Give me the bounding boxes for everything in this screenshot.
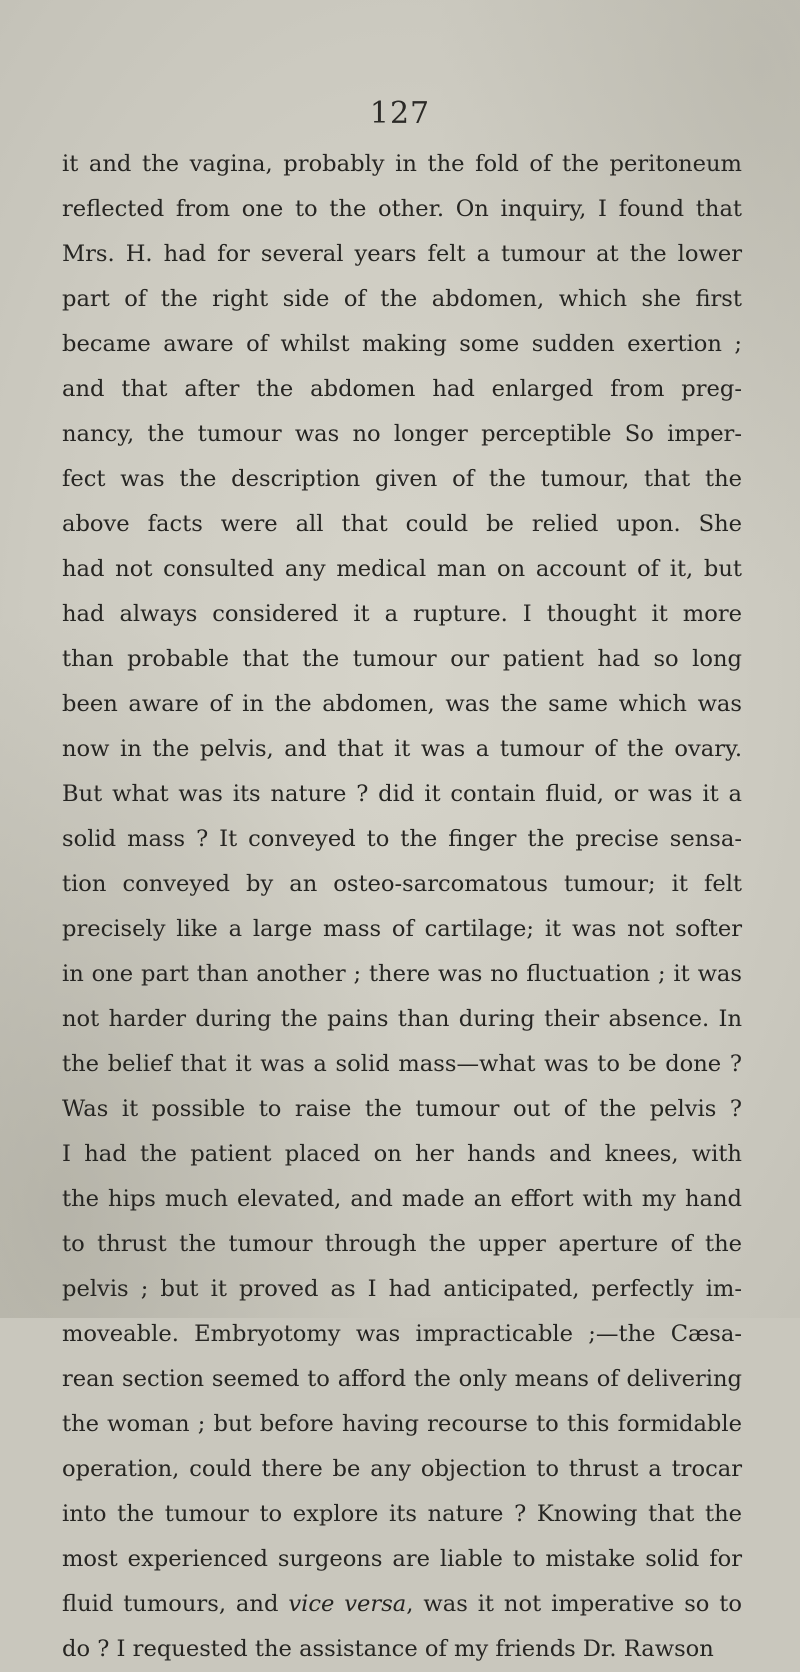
text-line: it and the vagina, probably in the fold of the peritoneum — [62, 151, 742, 177]
text-line: and that after the abdomen had enlarged from preg- — [62, 376, 742, 402]
text-line: Was it possible to raise the tumour out of the pelvis ? — [62, 1096, 742, 1122]
text-line: rean section seemed to afford the only means of delivering — [62, 1366, 742, 1392]
text-line: the belief that it was a solid mass—what was to be done ? — [62, 1051, 742, 1077]
text-run: , was it not imperative so to — [406, 1591, 742, 1617]
text-line: operation, could there be any objection to thrust a trocar — [62, 1456, 742, 1482]
text-line: most experienced surgeons are liable to mistake solid for — [62, 1546, 742, 1572]
page-number: 127 — [369, 96, 431, 131]
text-line: into the tumour to explore its nature ? Knowing that the — [62, 1501, 742, 1527]
text-line: not harder during the pains than during their absence. In — [62, 1006, 742, 1032]
text-line: had always considered it a rupture. I thought it more — [62, 601, 742, 627]
body-text — [62, 142, 742, 1672]
text-line: reflected from one to the other. On inquiry, I found that — [62, 196, 742, 222]
text-line: I had the patient placed on her hands and knees, with — [62, 1141, 742, 1167]
text-line: Mrs. H. had for several years felt a tumour at the lower — [62, 241, 742, 267]
italic-phrase: vice versa — [288, 1591, 407, 1617]
text-line: But what was its nature ? did it contain fluid, or was it a — [62, 781, 742, 807]
text-line: nancy, the tumour was no longer perceptible So imper- — [62, 421, 742, 447]
text-line-mixed — [62, 1582, 742, 1627]
text-line: tion conveyed by an osteo-sarcomatous tumour; it felt — [62, 871, 742, 897]
text-line: to thrust the tumour through the upper aperture of the — [62, 1231, 742, 1257]
text-line: fect was the description given of the tumour, that the — [62, 466, 742, 492]
text-line: part of the right side of the abdomen, which she first — [62, 286, 742, 312]
text-line: now in the pelvis, and that it was a tumour of the ovary. — [62, 736, 742, 762]
text-line: moveable. Embryotomy was impracticable ;—the Cæsa- — [62, 1321, 742, 1347]
text-line: pelvis ; but it proved as I had anticipated, perfectly im- — [62, 1276, 742, 1302]
text-line: than probable that the tumour our patient had so long — [62, 646, 742, 672]
text-line: the hips much elevated, and made an effort with my hand — [62, 1186, 742, 1212]
text-line: precisely like a large mass of cartilage; it was not softer — [62, 916, 742, 942]
text-line: became aware of whilst making some sudden exertion ; — [62, 331, 742, 357]
text-line: in one part than another ; there was no fluctuation ; it was — [62, 961, 742, 987]
text-line: the woman ; but before having recourse to this formidable — [62, 1411, 742, 1437]
text-line: been aware of in the abdomen, was the same which was — [62, 691, 742, 717]
text-line: above facts were all that could be relied upon. She — [62, 511, 742, 537]
text-run: fluid tumours, and — [62, 1591, 289, 1617]
text-line: had not consulted any medical man on account of it, but — [62, 556, 742, 582]
text-line: do ? I requested the assistance of my friends Dr. Rawson — [62, 1636, 714, 1662]
text-line: solid mass ? It conveyed to the finger the precise sensa- — [62, 826, 742, 852]
